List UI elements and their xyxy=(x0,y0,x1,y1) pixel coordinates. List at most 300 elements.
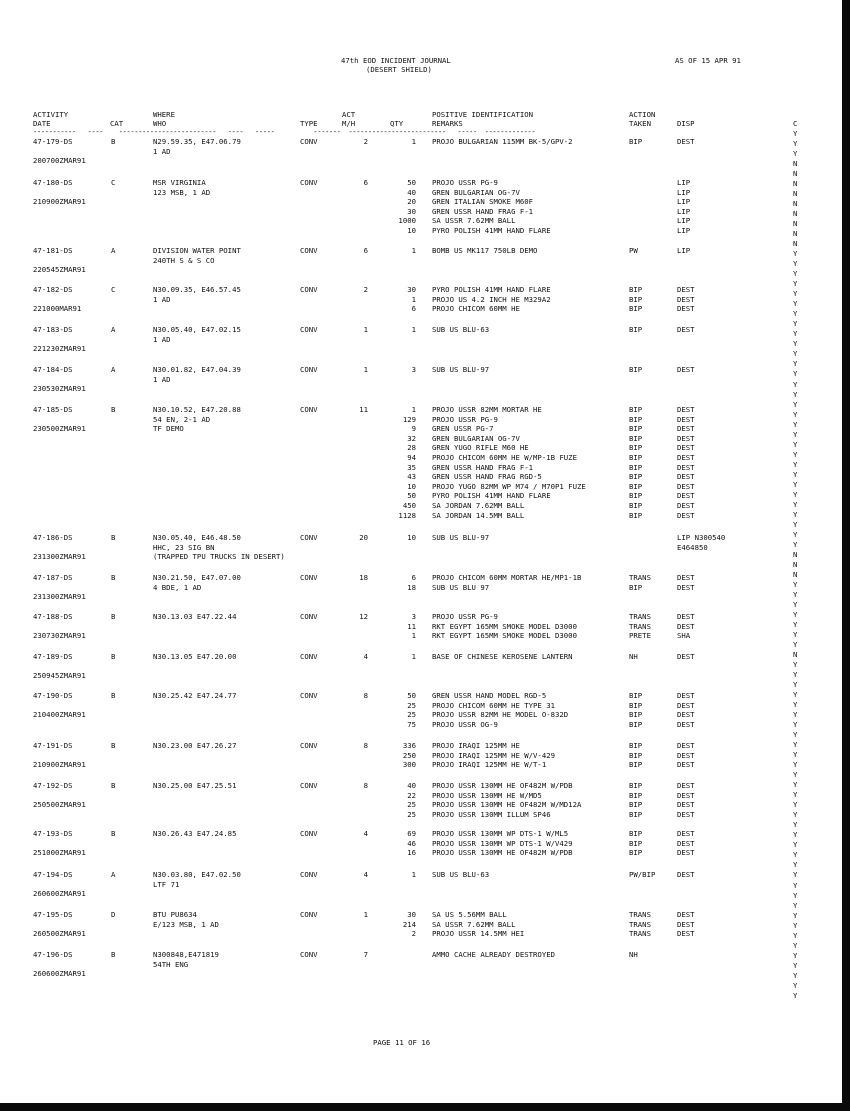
item-disp: DEST xyxy=(677,365,695,374)
margin-letter: Y xyxy=(793,319,798,329)
col-remarks: REMARKS xyxy=(432,119,463,128)
item-disp: DEST xyxy=(677,424,695,434)
item-remarks: PROJO USSR PG-9 xyxy=(432,612,498,621)
item-action: BIP xyxy=(629,433,643,443)
item-remarks: PROJO USSR PG-9 xyxy=(432,178,498,187)
man-hours: 2 xyxy=(363,285,368,294)
category: B xyxy=(111,137,116,146)
margin-letter: Y xyxy=(793,599,798,609)
activity-dtg: 210900ZMAR91 xyxy=(33,760,86,770)
item-disp: LIP xyxy=(677,226,691,235)
type: CONV xyxy=(300,285,318,294)
item-remarks: PROJO CHICOM 60MM HE TYPE 31 xyxy=(432,700,556,710)
item-disp: LIP xyxy=(677,216,691,226)
activity-dtg: 210400ZMAR91 xyxy=(33,710,86,720)
margin-letter: Y xyxy=(793,339,798,349)
activity-dtg: 260500ZMAR91 xyxy=(33,929,86,939)
col-type: TYPE xyxy=(300,119,318,128)
margin-letter: N xyxy=(793,189,798,199)
item-action: BIP xyxy=(629,781,643,790)
item-remarks: PROJO USSR 130MM ILLUM SP46 xyxy=(432,809,551,819)
type: CONV xyxy=(300,246,318,255)
item-qty: 22 xyxy=(407,790,416,800)
col-where: WHERE xyxy=(153,110,175,119)
item-remarks: GREN ITALIAN SMOKE M60F xyxy=(432,197,534,207)
item-action: BIP xyxy=(629,838,643,848)
margin-letter: Y xyxy=(793,259,798,269)
margin-letter: Y xyxy=(793,920,798,930)
type: CONV xyxy=(300,533,318,542)
type: CONV xyxy=(300,405,318,414)
item-qty: 2 xyxy=(411,929,416,939)
margin-letter: Y xyxy=(793,579,798,589)
man-hours: 8 xyxy=(363,781,368,790)
item-disp: LIP xyxy=(677,197,691,207)
item-disp: DEST xyxy=(677,621,695,631)
item-remarks: PROJO BULGARIAN 115MM BK-5/GPV-2 xyxy=(432,137,573,146)
activity-number: 47-189-DS xyxy=(33,652,73,661)
where-who-line: 4 BDE, 1 AD xyxy=(153,582,202,592)
item-action: BIP xyxy=(629,750,643,760)
item-disp: DEST xyxy=(677,501,695,510)
item-action: TRANS xyxy=(629,573,651,582)
item-remarks: PROJO USSR 82MM HE MODEL O-832D xyxy=(432,710,569,720)
item-remarks: PROJO USSR 14.5MM HEI xyxy=(432,929,525,939)
margin-letter: Y xyxy=(793,660,798,670)
item-action: BIP xyxy=(629,760,643,770)
item-disp: SHA xyxy=(677,631,691,641)
item-remarks: PROJO USSR 130MM HE W/MD5 xyxy=(432,790,542,800)
where-who-line: MSR VIRGINIA xyxy=(153,178,206,187)
item-qty: 28 xyxy=(407,443,416,453)
type: CONV xyxy=(300,652,318,661)
item-qty: 25 xyxy=(407,809,416,819)
item-action: BIP xyxy=(629,741,643,750)
col-posid: POSITIVE IDENTIFICATION xyxy=(432,110,534,119)
item-remarks: SUB US BLU-63 xyxy=(432,870,490,879)
where-who-line: DIVISION WATER POINT xyxy=(153,246,241,255)
where-who-line: N30.23.00 E47.26.27 xyxy=(153,741,237,750)
margin-letter: Y xyxy=(793,129,798,138)
margin-letter: Y xyxy=(793,930,798,940)
col-act: ACT xyxy=(342,110,356,119)
item-action: BIP xyxy=(629,691,643,700)
margin-letter: N xyxy=(793,219,798,229)
activity-dtg: 251000ZMAR91 xyxy=(33,848,86,858)
margin-letter: Y xyxy=(793,720,798,730)
item-action: BIP xyxy=(629,325,643,334)
item-qty: 9 xyxy=(411,424,416,434)
item-action: TRANS xyxy=(629,612,651,621)
item-disp: E464850 xyxy=(677,542,708,552)
category: B xyxy=(111,829,116,838)
man-hours: 6 xyxy=(363,246,368,255)
activity-number: 47-187-DS xyxy=(33,573,73,582)
item-qty: 16 xyxy=(407,848,416,858)
margin-letter: Y xyxy=(793,980,798,990)
item-remarks: PYRO POLISH 41MM HAND FLARE xyxy=(432,226,551,235)
item-qty: 50 xyxy=(407,491,416,501)
item-disp: DEST xyxy=(677,781,695,790)
where-who-line: N30.25.42 E47.24.77 xyxy=(153,691,237,700)
margin-letter: Y xyxy=(793,249,798,259)
item-qty: 40 xyxy=(407,187,416,197)
item-remarks: PROJO CHICOM 60MM HE xyxy=(432,304,520,314)
activity-dtg: 230530ZMAR91 xyxy=(33,384,86,394)
margin-letter: Y xyxy=(793,950,798,960)
category: B xyxy=(111,573,116,582)
activity-number: 47-194-DS xyxy=(33,870,73,879)
item-remarks: PROJO CHICOM 60MM MORTAR HE/MP1-1B xyxy=(432,573,582,582)
where-who-line: E/123 MSB, 1 AD xyxy=(153,919,219,929)
where-who-line: N30.21.50, E47.07.00 xyxy=(153,573,241,582)
item-action: BIP xyxy=(629,719,643,729)
item-remarks: GREN USSR HAND FRAG F-1 xyxy=(432,462,534,472)
col-disp: DISP xyxy=(677,119,695,128)
col-taken: TAKEN xyxy=(629,119,651,128)
journal-subtitle: (DESERT SHIELD) xyxy=(366,65,432,74)
margin-letter: Y xyxy=(793,509,798,519)
item-qty: 20 xyxy=(407,197,416,207)
margin-letter: Y xyxy=(793,740,798,750)
where-who-line: LTF 71 xyxy=(153,879,180,889)
item-action: BIP xyxy=(629,424,643,434)
col-qty: QTY xyxy=(390,119,404,128)
header-rule: ----------- ---- ------------------------- ---- ----- ------- ------------------------- ----- ------------- xyxy=(33,127,536,136)
item-qty: 3 xyxy=(411,612,416,621)
item-qty: 1 xyxy=(411,246,416,255)
activity-number: 47-182-DS xyxy=(33,285,73,294)
item-action: BIP xyxy=(629,491,643,501)
item-action: BIP xyxy=(629,710,643,720)
item-action: BIP xyxy=(629,790,643,800)
man-hours: 8 xyxy=(363,741,368,750)
item-remarks: BOMB US MK117 750LB DEMO xyxy=(432,246,538,255)
item-qty: 1000 xyxy=(398,216,416,226)
margin-letter: Y xyxy=(793,139,798,149)
margin-letter: Y xyxy=(793,970,798,980)
item-action: BIP xyxy=(629,414,643,424)
category: C xyxy=(111,285,116,294)
item-disp: DEST xyxy=(677,790,695,800)
margin-letter: Y xyxy=(793,269,798,279)
margin-letter: Y xyxy=(793,710,798,720)
item-action: BIP xyxy=(629,501,643,510)
activity-number: 47-191-DS xyxy=(33,741,73,750)
man-hours: 1 xyxy=(363,365,368,374)
item-disp: DEST xyxy=(677,838,695,848)
item-qty: 1 xyxy=(411,294,416,304)
item-disp: LIP N300540 xyxy=(677,533,726,542)
item-remarks: SA USSR 7.62MM BALL xyxy=(432,919,516,929)
where-who-line: 123 MSB, 1 AD xyxy=(153,187,211,197)
item-action: PW/BIP xyxy=(629,870,656,879)
margin-letter: Y xyxy=(793,409,798,419)
type: CONV xyxy=(300,870,318,879)
type: CONV xyxy=(300,612,318,621)
item-remarks: SUB US BLU 97 xyxy=(432,582,490,592)
item-qty: 50 xyxy=(407,691,416,700)
man-hours: 7 xyxy=(363,950,368,959)
category: B xyxy=(111,612,116,621)
where-who-line: 54TH ENG xyxy=(153,959,189,969)
item-action: BIP xyxy=(629,462,643,472)
item-qty: 300 xyxy=(402,760,416,770)
activity-dtg: 250500ZMAR91 xyxy=(33,800,86,810)
where-who-line: N30.13.03 E47.22.44 xyxy=(153,612,237,621)
where-who-line: N30.25.00 E47.25.51 xyxy=(153,781,237,790)
item-action: BIP xyxy=(629,829,643,838)
item-qty: 1 xyxy=(411,652,416,661)
item-disp: DEST xyxy=(677,929,695,939)
item-disp: DEST xyxy=(677,750,695,760)
item-disp: DEST xyxy=(677,652,695,661)
item-qty: 25 xyxy=(407,700,416,710)
category: B xyxy=(111,533,116,542)
category: A xyxy=(111,325,116,334)
col-date: DATE xyxy=(33,119,51,128)
item-qty: 32 xyxy=(407,433,416,443)
margin-letter: N xyxy=(793,239,798,249)
margin-letter: Y xyxy=(793,850,798,860)
activity-number: 47-192-DS xyxy=(33,781,73,790)
margin-letter: Y xyxy=(793,880,798,890)
activity-number: 47-186-DS xyxy=(33,533,73,542)
item-qty: 336 xyxy=(402,741,416,750)
activity-dtg: 200700ZMAR91 xyxy=(33,156,86,166)
where-who-line: 1 AD xyxy=(153,374,171,384)
item-disp: DEST xyxy=(677,848,695,858)
where-who-line: N30.03.80, E47.02.50 xyxy=(153,870,241,879)
item-qty: 50 xyxy=(407,178,416,187)
item-remarks: RKT EGYPT 165MM SMOKE MODEL D3000 xyxy=(432,621,577,631)
category: A xyxy=(111,365,116,374)
item-qty: 1 xyxy=(411,405,416,414)
col-mh: M/H xyxy=(342,119,356,128)
item-qty: 35 xyxy=(407,462,416,472)
type: CONV xyxy=(300,829,318,838)
item-action: BIP xyxy=(629,294,643,304)
item-disp: DEST xyxy=(677,325,695,334)
margin-letter: Y xyxy=(793,870,798,880)
item-disp: DEST xyxy=(677,870,695,879)
margin-letter: Y xyxy=(793,399,798,409)
margin-letter: N xyxy=(793,569,798,579)
journal-title: 47th EOD INCIDENT JOURNAL xyxy=(341,56,451,65)
margin-letter: Y xyxy=(793,149,798,159)
where-who-line: N30.13.05 E47.20.00 xyxy=(153,652,237,661)
margin-letter: Y xyxy=(793,780,798,790)
item-qty: 3 xyxy=(411,365,416,374)
item-qty: 18 xyxy=(407,582,416,592)
margin-letter: Y xyxy=(793,690,798,700)
item-remarks: GREN USSR HAND FRAG F-1 xyxy=(432,206,534,216)
scan-edge-right xyxy=(842,0,850,1111)
margin-letter: Y xyxy=(793,449,798,459)
margin-letter: Y xyxy=(793,770,798,780)
activity-dtg: 230500ZMAR91 xyxy=(33,424,86,434)
margin-letter: Y xyxy=(793,960,798,970)
item-action: BIP xyxy=(629,443,643,453)
margin-letter: Y xyxy=(793,379,798,389)
item-action: NH xyxy=(629,950,638,959)
margin-letter: N xyxy=(793,549,798,559)
activity-number: 47-195-DS xyxy=(33,910,73,919)
category: B xyxy=(111,781,116,790)
item-qty: 40 xyxy=(407,781,416,790)
man-hours: 6 xyxy=(363,178,368,187)
margin-letter: N xyxy=(793,159,798,169)
margin-letter: Y xyxy=(793,309,798,319)
activity-dtg: 220545ZMAR91 xyxy=(33,265,86,275)
where-who-line: N30.05.40, E47.02.15 xyxy=(153,325,241,334)
where-who-line: 240TH S & S CO xyxy=(153,255,215,265)
item-disp: DEST xyxy=(677,405,695,414)
category: D xyxy=(111,910,116,919)
man-hours: 4 xyxy=(363,870,368,879)
item-disp: DEST xyxy=(677,809,695,819)
item-disp: DEST xyxy=(677,582,695,592)
type: CONV xyxy=(300,781,318,790)
item-remarks: SA USSR 7.62MM BALL xyxy=(432,216,516,226)
item-remarks: AMMO CACHE ALREADY DESTROYED xyxy=(432,950,556,959)
item-action: NH xyxy=(629,652,638,661)
item-action: BIP xyxy=(629,472,643,482)
margin-letter: Y xyxy=(793,359,798,369)
activity-number: 47-180-DS xyxy=(33,178,73,187)
item-disp: DEST xyxy=(677,910,695,919)
item-remarks: PROJO CHICOM 60MM HE W/MP-1B FUZE xyxy=(432,453,577,462)
margin-letter: Y xyxy=(793,329,798,339)
item-remarks: SUB US BLU-63 xyxy=(432,325,490,334)
type: CONV xyxy=(300,325,318,334)
margin-letter: Y xyxy=(793,369,798,379)
man-hours: 4 xyxy=(363,829,368,838)
where-who-line: N30.10.52, E47.20.88 xyxy=(153,405,241,414)
margin-letter: Y xyxy=(793,539,798,549)
item-disp: DEST xyxy=(677,691,695,700)
item-remarks: GREN BULGARIAN OG-7V xyxy=(432,433,520,443)
item-action: TRANS xyxy=(629,919,651,929)
item-disp: DEST xyxy=(677,294,695,304)
item-disp: DEST xyxy=(677,472,695,482)
margin-letter: N xyxy=(793,229,798,239)
item-qty: 450 xyxy=(402,501,416,510)
margin-letter: Y xyxy=(793,479,798,489)
where-who-line: TF DEMO xyxy=(153,424,184,434)
item-qty: 6 xyxy=(411,304,416,314)
margin-letter: Y xyxy=(793,389,798,399)
category: B xyxy=(111,691,116,700)
item-disp: DEST xyxy=(677,710,695,720)
item-disp: DEST xyxy=(677,741,695,750)
item-qty: 75 xyxy=(407,719,416,729)
item-remarks: PROJO USSR OG-9 xyxy=(432,719,498,729)
item-remarks: PROJO USSR 130MM WP DTS-1 W/ML5 xyxy=(432,829,569,838)
margin-letter: Y xyxy=(793,900,798,910)
margin-letter: Y xyxy=(793,469,798,479)
item-qty: 25 xyxy=(407,710,416,720)
margin-letter: Y xyxy=(793,289,798,299)
margin-letter: N xyxy=(793,650,798,660)
margin-letter: N xyxy=(793,199,798,209)
where-who-line: N300848,E471819 xyxy=(153,950,219,959)
type: CONV xyxy=(300,178,318,187)
item-qty: 10 xyxy=(407,481,416,491)
type: CONV xyxy=(300,910,318,919)
item-action: BIP xyxy=(629,848,643,858)
category: B xyxy=(111,741,116,750)
item-qty: 1 xyxy=(411,870,416,879)
margin-letter: Y xyxy=(793,640,798,650)
activity-dtg: 260600ZMAR91 xyxy=(33,889,86,899)
item-remarks: PYRO POLISH 41MM HAND FLARE xyxy=(432,285,551,294)
item-action: TRANS xyxy=(629,621,651,631)
item-disp: DEST xyxy=(677,760,695,770)
man-hours: 1 xyxy=(363,910,368,919)
activity-number: 47-183-DS xyxy=(33,325,73,334)
item-qty: 1128 xyxy=(398,510,416,520)
item-remarks: PROJO IRAQI 125MM HE W/T-1 xyxy=(432,760,547,770)
item-disp: DEST xyxy=(677,481,695,491)
activity-number: 47-185-DS xyxy=(33,405,73,414)
item-action: BIP xyxy=(629,481,643,491)
item-remarks: GREN YUGO RIFLE M60 HE xyxy=(432,443,529,453)
item-disp: LIP xyxy=(677,206,691,216)
item-remarks: SUB US BLU-97 xyxy=(432,365,490,374)
item-disp: DEST xyxy=(677,285,695,294)
item-action: BIP xyxy=(629,365,643,374)
margin-letter: Y xyxy=(793,860,798,870)
activity-number: 47-196-DS xyxy=(33,950,73,959)
margin-letter: N xyxy=(793,559,798,569)
activity-dtg: 210900ZMAR91 xyxy=(33,197,86,207)
activity-number: 47-190-DS xyxy=(33,691,73,700)
item-action: PRETE xyxy=(629,631,651,641)
activity-dtg: 230730ZMAR91 xyxy=(33,631,86,641)
activity-dtg: 221000MAR91 xyxy=(33,304,82,314)
category: A xyxy=(111,246,116,255)
margin-letter: Y xyxy=(793,760,798,770)
item-action: BIP xyxy=(629,405,643,414)
item-action: BIP xyxy=(629,582,643,592)
where-who-line: HHC, 23 SIG BN xyxy=(153,542,215,552)
item-qty: 46 xyxy=(407,838,416,848)
category: C xyxy=(111,178,116,187)
margin-letter: Y xyxy=(793,670,798,680)
col-c: C xyxy=(793,119,798,128)
item-remarks: PROJO IRAQI 125MM HE W/V-429 xyxy=(432,750,556,760)
activity-number: 47-181-DS xyxy=(33,246,73,255)
type: CONV xyxy=(300,573,318,582)
item-remarks: PROJO US 4.2 INCH HE M329A2 xyxy=(432,294,551,304)
margin-letter: Y xyxy=(793,630,798,639)
where-who-line: (TRAPPED TPU TRUCKS IN DESERT) xyxy=(153,552,285,562)
item-action: TRANS xyxy=(629,910,651,919)
where-who-line: 1 AD xyxy=(153,334,171,344)
where-who-line: BTU PU8634 xyxy=(153,910,197,919)
margin-letter: Y xyxy=(793,589,798,599)
margin-letter: Y xyxy=(793,299,798,309)
item-remarks: PROJO USSR 130MM HE OF482M W/PDB xyxy=(432,848,573,858)
item-qty: 129 xyxy=(402,414,416,424)
type: CONV xyxy=(300,950,318,959)
item-remarks: SA US 5.56MM BALL xyxy=(432,910,507,919)
item-qty: 250 xyxy=(402,750,416,760)
man-hours: 4 xyxy=(363,652,368,661)
item-remarks: PROJO YUGO 82MM WP M74 / M70P1 FUZE xyxy=(432,481,586,491)
item-qty: 1 xyxy=(411,325,416,334)
